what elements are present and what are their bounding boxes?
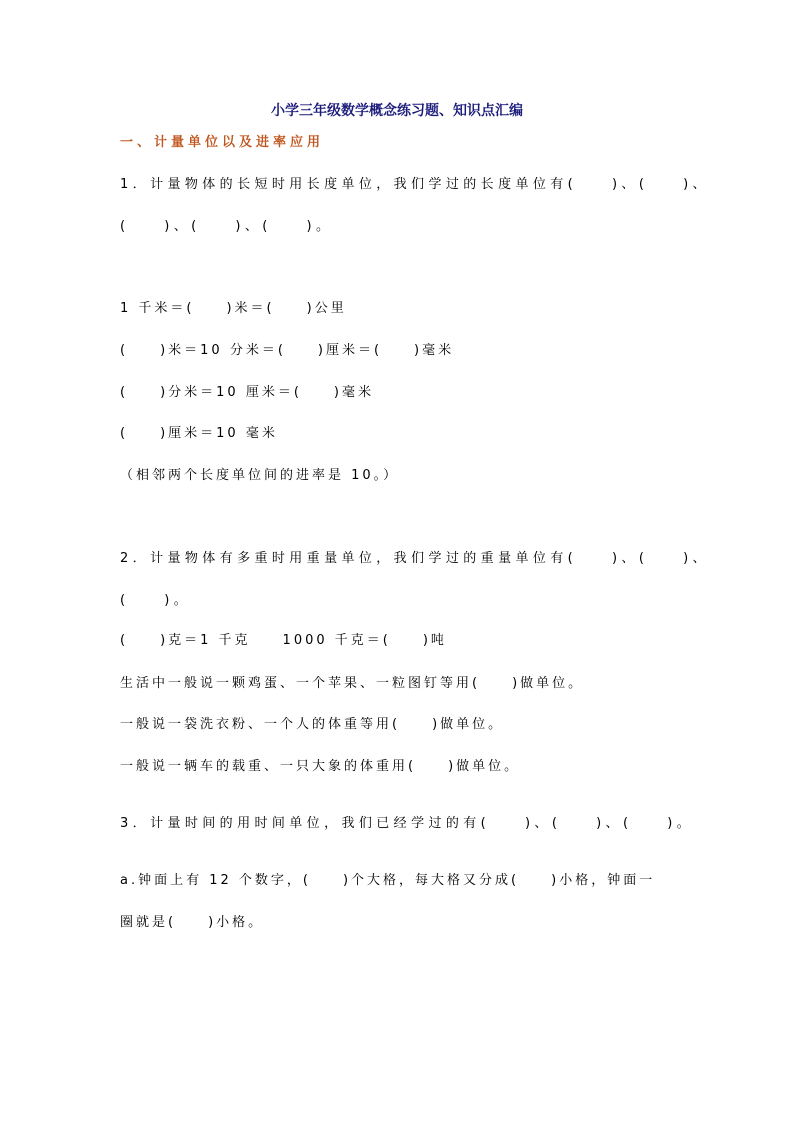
question-2-line-1: 2．计量物体有多重时用重量单位，我们学过的重量单位有( )、( )、 [120,551,710,566]
question-1-line-2: ( )、( )、( )。 [120,219,334,234]
weight-usage-1: 生活中一般说一颗鸡蛋、一个苹果、一粒图钉等用( )做单位。 [120,676,585,691]
length-conversion-4: ( )厘米＝10 毫米 [120,426,278,441]
question-3-line-1: 3．计量时间的用时间单位，我们已经学过的有( )、( )、( )。 [120,816,695,831]
length-rate-note: （相邻两个长度单位间的进率是 10。） [120,468,400,483]
weight-conversion: ( )克＝1 千克 1000 千克＝( )吨 [120,633,447,648]
weight-usage-3: 一般说一辆车的载重、一只大象的体重用( )做单位。 [120,759,521,774]
weight-usage-2: 一般说一袋洗衣粉、一个人的体重等用( )做单位。 [120,717,505,732]
question-3a-line-1: a.钟面上有 12 个数字，( )个大格，每大格又分成( )小格，钟面一 [120,873,656,888]
length-conversion-3: ( )分米＝10 厘米＝( )毫米 [120,385,374,400]
section-heading: 一、计量单位以及进率应用 [120,135,325,150]
question-3a-line-2: 圈就是( )小格。 [120,915,265,930]
question-2-line-2: ( )。 [120,593,192,608]
document-title: 小学三年级数学概念练习题、知识点汇编 [271,103,523,119]
length-conversion-1: 1 千米＝( )米＝( )公里 [120,301,347,316]
question-1-line-1: 1．计量物体的长短时用长度单位，我们学过的长度单位有( )、( )、 [120,177,710,192]
length-conversion-2: ( )米＝10 分米＝( )厘米＝( )毫米 [120,343,455,358]
